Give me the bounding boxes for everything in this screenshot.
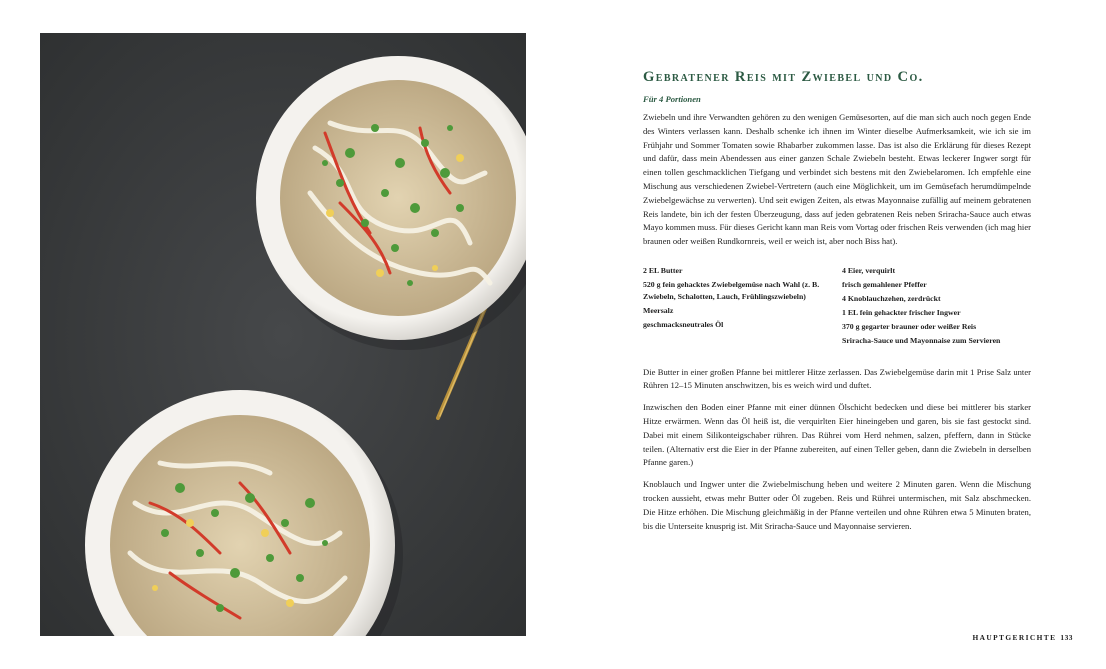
ingredients-column-left [643,265,832,350]
fried-rice-bowls-photo [40,33,526,636]
ingredient-item: geschmacksneutrales Öl [643,319,724,329]
page-footer [973,633,1074,642]
ingredient-item: 4 Eier, verquirlt [842,265,896,275]
page-number: 133 [1060,633,1073,642]
recipe-photo [40,33,526,636]
recipe-steps [643,366,1031,534]
ingredient-item: 4 Knoblauchzehen, zerdrückt [842,294,941,304]
servings-line: Für 4 Portionen [643,94,701,104]
ingredients-column-right [842,265,1031,350]
ingredient-item: Sriracha-Sauce und Mayonnaise zum Servieren [842,336,1001,346]
recipe-text-page [643,68,1031,541]
recipe-step: Inzwischen den Boden einer Pfanne mit einer dünnen Ölschicht bedecken und diese bei mittlerer bis starker Hitze erwärmen. Wenn das Öl heiß ist, die verquirlten Eier hineingeben und garen, bis sie fast gestockt sind. Dabei mit einem Silikonteigschaber rühren. Das Rührei vom Herd nehmen, salzen, pfeffern, dann in Stücke teilen. (Alternativ erst die Eier in der Pfanne zubereiten, auf einen Teller geben, dann die Zwiebeln in derselben Pfanne garen.) [643,402,1031,468]
ingredient-item: 520 g fein gehacktes Zwiebelgemüse nach Wahl (z. B. Zwiebeln, Schalotten, Lauch, Frühlingszwiebeln) [643,280,820,301]
recipe-intro: Zwiebeln und ihre Verwandten gehören zu den wenigen Gemüsesorten, auf die man sich auch noch gegen Ende des Winters verlassen kann. Deshalb schenke ich ihnen im Winter dieselbe Aufmerksamkeit, wie ich sie im Frühjahr und Sommer Tomaten sowie Rhabarber zukommen lasse. Das ist also die Erklärung für dieses Rezept und dafür, dass mein Abendessen aus einer ganzen Schale Zwiebeln besteht. Etwas leckerer Ingwer sorgt für einen tollen geschmacklichen Tiefgang und verbindet sich bestens mit den Zwiebelaromen. Ich empfehle eine Mischung aus verschiedenen Zwiebel-Vertretern (auch eine Möglichkeit, um im Gemüsefach herumdümpelnde Zwiebelgewächse zu verwerten). Und seit ewigen Zeiten, als etwas Mayonnaise zufällig auf meinem gebratenen Reis landete, bin ich der festen Überzeugung, dass auf jeden gebratenen Reis neben Sriracha-Sauce auch etwas Mayo kommen muss. Für dieses Gericht kann man Reis vom Vortag oder frischen Reis verwenden (ich mag hier braunen oder weißen Rundkornreis, weil er weich ist, aber noch Biss hat). [643,112,1031,247]
ingredient-item: 2 EL Butter [643,265,683,275]
ingredient-item: Meersalz [643,305,674,315]
recipe-step: Knoblauch und Ingwer unter die Zwiebelmischung heben und weitere 2 Minuten garen. Wenn die Mischung trocken aussieht, etwas mehr Butter oder Öl zugeben. Reis und Rührei untermischen, mit Salz abschmecken. Die Hitze erhöhen. Die Mischung gleichmäßig in der Pfanne verteilen und ohne Rühren etwa 5 Minuten braten, bis die Unterseite knusprig ist. Mit Sriracha-Sauce und Mayonnaise servieren. [643,479,1031,531]
ingredient-item: frisch gemahlener Pfeffer [842,280,927,290]
recipe-step: Die Butter in einer großen Pfanne bei mittlerer Hitze zerlassen. Das Zwiebelgemüse darin mit 1 Prise Salz unter Rühren 12–15 Minuten anschwitzen, bis es weich wird und duftet. [643,366,1031,391]
ingredient-item: 370 g gegarter brauner oder weißer Reis [842,322,977,332]
section-name: HAUPTGERICHTE [972,633,1057,642]
ingredient-item: 1 EL fein gehackter frischer Ingwer [842,308,961,318]
ingredients-list [643,265,1031,350]
recipe-title: Gebratener Reis mit Zwiebel und Co. [643,69,924,85]
